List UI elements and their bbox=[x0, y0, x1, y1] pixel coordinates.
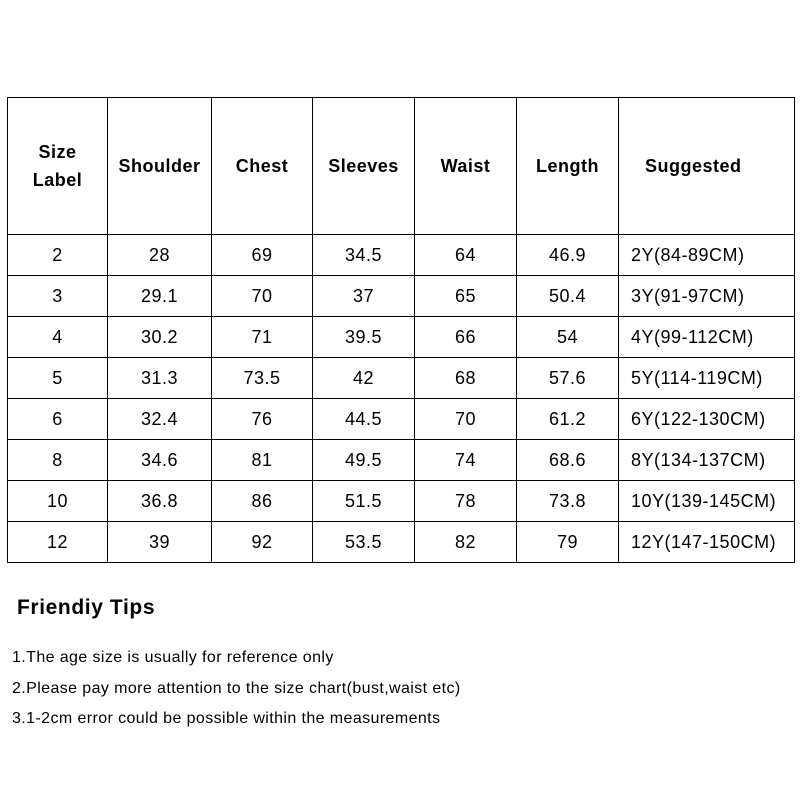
cell-chest: 71 bbox=[212, 317, 313, 358]
tips-list bbox=[12, 643, 461, 735]
cell-suggested: 2Y(84-89CM) bbox=[619, 235, 795, 276]
cell-length: 79 bbox=[517, 522, 619, 563]
cell-chest: 86 bbox=[212, 481, 313, 522]
table-row bbox=[8, 399, 795, 440]
header-shoulder: Shoulder bbox=[108, 98, 212, 235]
cell-size-label: 2 bbox=[8, 235, 108, 276]
table-row bbox=[8, 440, 795, 481]
cell-waist: 66 bbox=[415, 317, 517, 358]
table-row bbox=[8, 317, 795, 358]
cell-shoulder: 28 bbox=[108, 235, 212, 276]
cell-suggested: 12Y(147-150CM) bbox=[619, 522, 795, 563]
table-body bbox=[8, 235, 795, 563]
cell-suggested: 8Y(134-137CM) bbox=[619, 440, 795, 481]
cell-suggested: 10Y(139-145CM) bbox=[619, 481, 795, 522]
cell-waist: 70 bbox=[415, 399, 517, 440]
cell-sleeves: 34.5 bbox=[313, 235, 415, 276]
cell-sleeves: 44.5 bbox=[313, 399, 415, 440]
cell-size-label: 5 bbox=[8, 358, 108, 399]
cell-shoulder: 34.6 bbox=[108, 440, 212, 481]
cell-chest: 92 bbox=[212, 522, 313, 563]
cell-length: 54 bbox=[517, 317, 619, 358]
cell-shoulder: 31.3 bbox=[108, 358, 212, 399]
size-chart-table bbox=[7, 97, 795, 563]
cell-waist: 68 bbox=[415, 358, 517, 399]
cell-sleeves: 37 bbox=[313, 276, 415, 317]
cell-sleeves: 51.5 bbox=[313, 481, 415, 522]
cell-chest: 76 bbox=[212, 399, 313, 440]
cell-waist: 74 bbox=[415, 440, 517, 481]
cell-shoulder: 32.4 bbox=[108, 399, 212, 440]
table-row bbox=[8, 276, 795, 317]
header-size-label: Size Label bbox=[8, 98, 108, 235]
cell-size-label: 10 bbox=[8, 481, 108, 522]
cell-size-label: 4 bbox=[8, 317, 108, 358]
cell-sleeves: 53.5 bbox=[313, 522, 415, 563]
tip-item: 3.1-2cm error could be possible within the measurements bbox=[12, 710, 441, 727]
cell-sleeves: 42 bbox=[313, 358, 415, 399]
cell-waist: 64 bbox=[415, 235, 517, 276]
table-row bbox=[8, 481, 795, 522]
tip-item: 2.Please pay more attention to the size chart(bust,waist etc) bbox=[12, 679, 461, 697]
cell-suggested: 6Y(122-130CM) bbox=[619, 399, 795, 440]
cell-length: 46.9 bbox=[517, 235, 619, 276]
cell-chest: 81 bbox=[212, 440, 313, 481]
cell-size-label: 6 bbox=[8, 399, 108, 440]
cell-waist: 78 bbox=[415, 481, 517, 522]
header-chest: Chest bbox=[212, 98, 313, 235]
cell-waist: 82 bbox=[415, 522, 517, 563]
header-waist: Waist bbox=[415, 98, 517, 235]
cell-length: 61.2 bbox=[517, 399, 619, 440]
cell-sleeves: 39.5 bbox=[313, 317, 415, 358]
cell-length: 57.6 bbox=[517, 358, 619, 399]
cell-size-label: 12 bbox=[8, 522, 108, 563]
header-length: Length bbox=[517, 98, 619, 235]
cell-chest: 69 bbox=[212, 235, 313, 276]
cell-shoulder: 39 bbox=[108, 522, 212, 563]
cell-suggested: 3Y(91-97CM) bbox=[619, 276, 795, 317]
cell-length: 73.8 bbox=[517, 481, 619, 522]
cell-length: 50.4 bbox=[517, 276, 619, 317]
tip-item: 1.The age size is usually for reference only bbox=[12, 649, 334, 666]
tips-title: Friendiy Tips bbox=[17, 596, 156, 619]
header-suggested: Suggested bbox=[619, 98, 795, 235]
table-row bbox=[8, 358, 795, 399]
header-sleeves: Sleeves bbox=[313, 98, 415, 235]
table-row bbox=[8, 235, 795, 276]
cell-chest: 73.5 bbox=[212, 358, 313, 399]
cell-size-label: 3 bbox=[8, 276, 108, 317]
cell-chest: 70 bbox=[212, 276, 313, 317]
cell-sleeves: 49.5 bbox=[313, 440, 415, 481]
cell-size-label: 8 bbox=[8, 440, 108, 481]
cell-shoulder: 30.2 bbox=[108, 317, 212, 358]
cell-length: 68.6 bbox=[517, 440, 619, 481]
cell-suggested: 4Y(99-112CM) bbox=[619, 317, 795, 358]
table-row bbox=[8, 522, 795, 563]
cell-shoulder: 29.1 bbox=[108, 276, 212, 317]
cell-suggested: 5Y(114-119CM) bbox=[619, 358, 795, 399]
table-header-row bbox=[8, 98, 795, 235]
cell-shoulder: 36.8 bbox=[108, 481, 212, 522]
cell-waist: 65 bbox=[415, 276, 517, 317]
